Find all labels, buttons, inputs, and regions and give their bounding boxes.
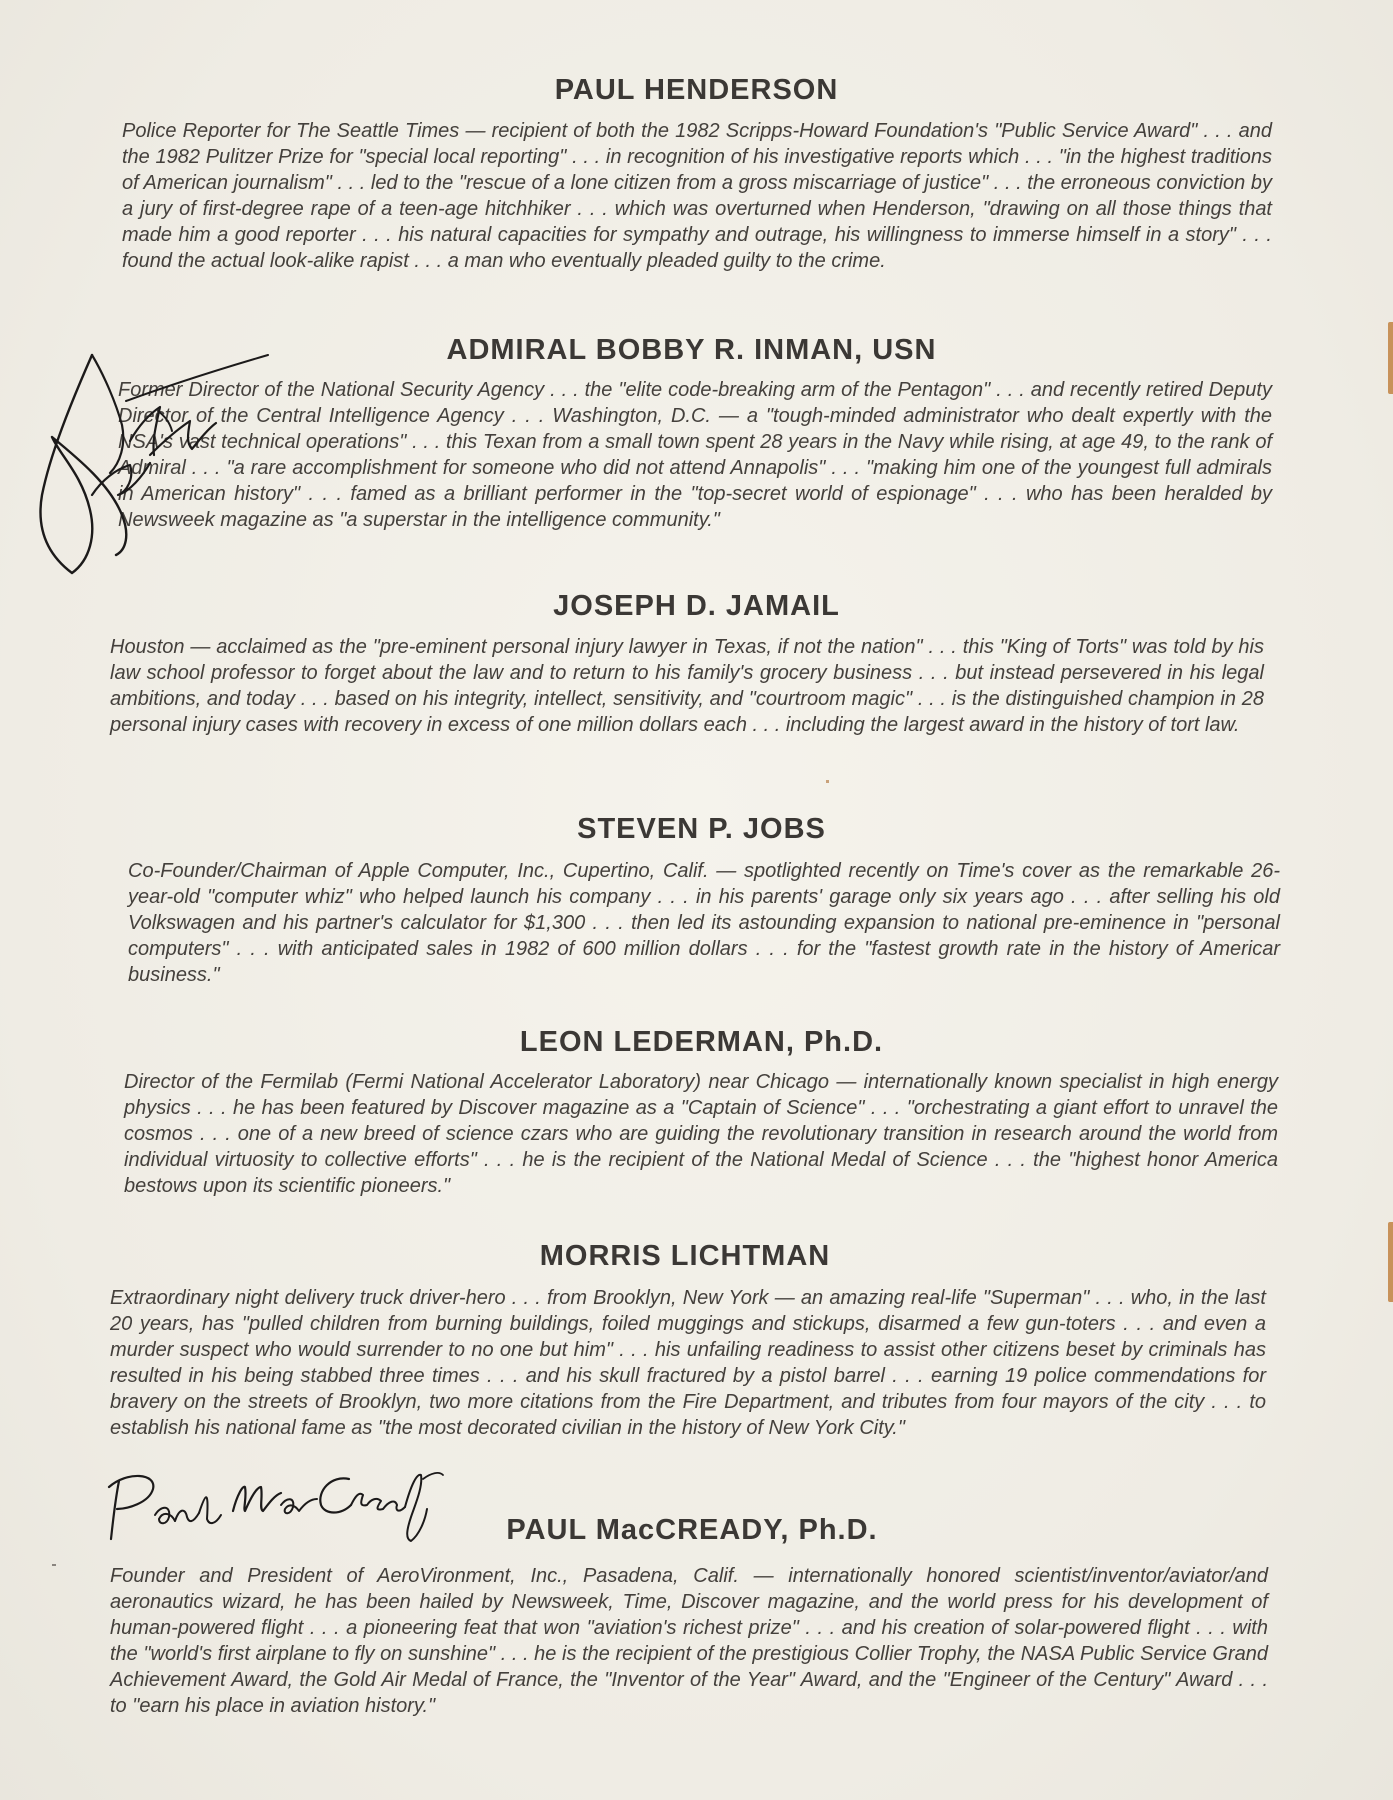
entry-bio: Founder and President of AeroVironment, Inc., Pasadena, Calif. — internationally honored scientist/inventor/aviator/and aeronautics wizard, he has been hailed by Newsweek, Time, Discover magazine, and the world press for his development of human-powered flight . . . a pioneering feat that won "aviation's richest prize" . . . and his creation of solar-powered flight . . . with the "world's first airplane to fly on sunshine" . . . he is the recipient of the prestigious Collier Trophy, the NASA Public Service Grand Achievement Award, the Gold Air Medal of France, the "Inventor of the Year" Award, and the "Engineer of the Century" Award . . . to "earn his place in aviation history.": [110, 1565, 1268, 1717]
entry-bio: Houston — acclaimed as the "pre-eminent personal injury lawyer in Texas, if not the nation" . . . this "King of Torts" was told by his law school professor to forget about the law and to return to his family's grocery business . . . but instead persevered in his legal ambitions, and today . . . based on his integrity, intellect, sensitivity, and "courtroom magic" . . . is the distinguished champion in 28 personal injury cases with recovery in excess of one million dollars each . . . including the largest award in the history of tort law.: [110, 636, 1264, 736]
entry-bio: Former Director of the National Security Agency . . . the "elite code-breaking arm of the Pentagon" . . . and recently retired Deputy Director of the Central Intelligence Agency . . . Washington, D.C. — a "tough-minded administrator who dealt expertly with the NSA's vast technical operations" . . . this Texan from a small town spent 28 years in the Navy while rising, at age 49, to the rank of Admiral . . . "a rare accomplishment for someone who did not attend Annapolis" . . . "making him one of the youngest full admirals in American history" . . . famed as a brilliant performer in the "top-secret world of espionage" . . . who has been heralded by Newsweek magazine as "a superstar in the intelligence community.": [118, 379, 1272, 531]
entry-name: STEVEN P. JOBS: [577, 813, 826, 845]
entry-name: PAUL HENDERSON: [554, 74, 839, 106]
entry-name: MORRIS LICHTMAN: [539, 1240, 831, 1272]
entry-name: PAUL MacCREADY, Ph.D.: [506, 1514, 878, 1546]
page-edge-tab-top: [1388, 322, 1393, 394]
entry-bio: Extraordinary night delivery truck driver-hero . . . from Brooklyn, New York — an amazing real-life "Superman" . . . who, in the last 20 years, has "pulled children from burning buildings, foiled muggings and stickups, disarmed a few gun-toters . . . and even a murder suspect who would surrender to no one but him" . . . his unfailing readiness to assist other citizens beset by criminals has resulted in his being stabbed three times . . . and his skull fractured by a pistol barrel . . . earning 19 police commendations for bravery on the streets of Brooklyn, two more citations from the Fire Department, and tributes from four mayors of the city . . . to establish his national fame as "the most decorated civilian in the history of New York City.": [110, 1287, 1266, 1439]
stray-ink-mark: [52, 1564, 56, 1566]
entry-name: LEON LEDERMAN, Ph.D.: [519, 1026, 884, 1058]
page-edge-tab-bottom: [1388, 1222, 1393, 1302]
entry-bio: Police Reporter for The Seattle Times — recipient of both the 1982 Scripps-Howard Foundation's "Public Service Award" . . . and the 1982 Pulitzer Prize for "special local reporting" . . . in recognition of his investigative reports which . . . "in the highest traditions of American journalism" . . . led to the "rescue of a lone citizen from a gross miscarriage of justice" . . . the erroneous conviction by a jury of first-degree rape of a teen-age hitchhiker . . . which was overturned when Henderson, "drawing on all those things that made him a good reporter . . . his natural capacities for sympathy and outrage, his willingness to immerse himself in a story" . . . found the actual look-alike rapist . . . a man who eventually pleaded guilty to the crime.: [122, 120, 1272, 272]
entry-bio: Co-Founder/Chairman of Apple Computer, Inc., Cupertino, Calif. — spotlighted recently on Time's cover as the remarkable 26-year-old "computer whiz" who helped launch his company . . . in his parents' garage only six years ago . . . after selling his old Volkswagen and his partner's calculator for $1,300 . . . then led its astounding expansion to national pre-eminence in "personal computers" . . . with anticipated sales in 1982 of 600 million dollars . . . for the "fastest growth rate in the history of Americar business.": [128, 860, 1280, 986]
entry-name: JOSEPH D. JAMAIL: [553, 590, 840, 622]
stray-ink-mark: [826, 780, 829, 783]
entry-name: ADMIRAL BOBBY R. INMAN, USN: [446, 334, 937, 366]
entry-bio: Director of the Fermilab (Fermi National Accelerator Laboratory) near Chicago — internationally known specialist in high energy physics . . . he has been featured by Discover magazine as a "Captain of Science" . . . "orchestrating a giant effort to unravel the cosmos . . . one of a new breed of science czars who are guiding the revolutionary transition in research around the world from individual virtuosity to collective efforts" . . . he is the recipient of the National Medal of Science . . . the "highest honor America bestows upon its scientific pioneers.": [124, 1071, 1278, 1197]
